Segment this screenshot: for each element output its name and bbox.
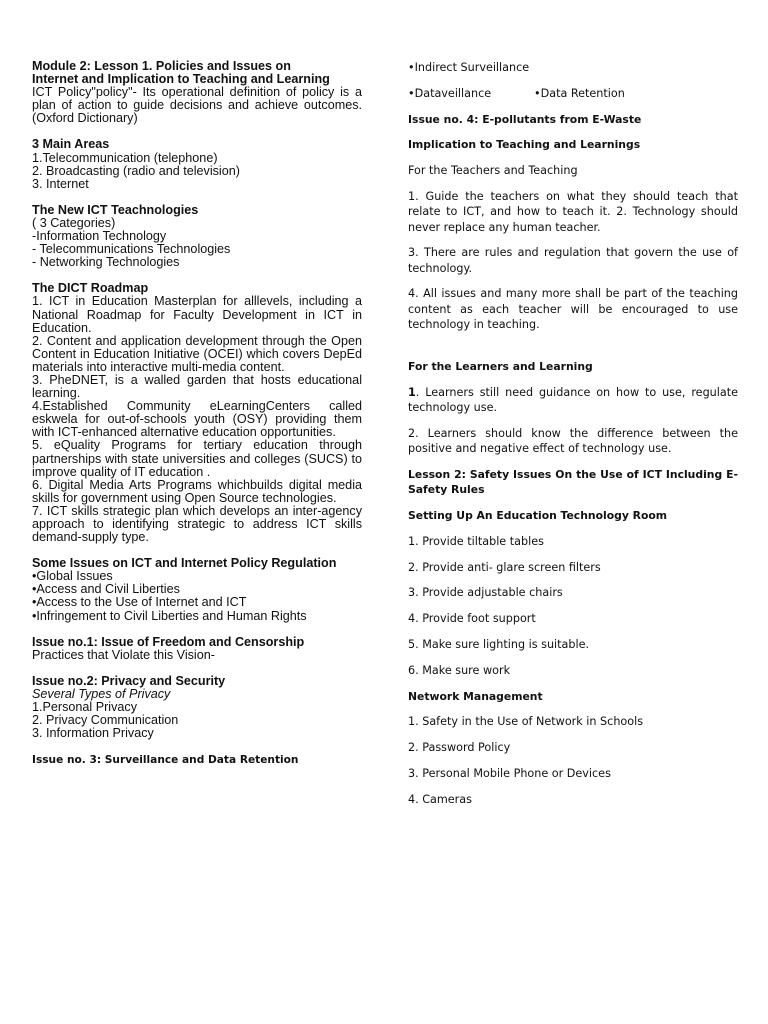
setup-heading: Setting Up An Education Technology Room [408,508,668,522]
dict-roadmap-item: 3. PheDNET, is a walled garden that hosts educational learning. [32,372,362,401]
main-areas-heading: 3 Main Areas [32,137,110,152]
learners-item: 1. Learners still need guidance on how to use, regulate technology use. [408,385,738,414]
lesson-2-heading: Lesson 2: Safety Issues On the Use of ICT Including E-Safety Rules [408,467,738,497]
new-ict-item: - Networking Technologies [32,255,180,270]
setup-item: 2. Provide anti- glare screen filters [408,560,601,574]
issue-1-heading: Issue no.1: Issue of Freedom and Censorship [32,634,305,649]
dict-roadmap-item: 1. ICT in Education Masterplan for alllevels, including a National Roadmap for Faculty Development in ICT in Education. [32,294,362,335]
dict-roadmap-item: 7. ICT skills strategic plan which develops an inter-agency approach to identifying strategic to address ICT skills demand-supply type. [32,503,362,545]
teachers-item: 3. There are rules and regulation that govern the use of technology. [408,246,738,275]
teachers-heading: For the Teachers and Teaching [408,164,578,178]
issues-item: •Access to the Use of Internet and ICT [32,595,247,610]
new-ict-item: -Information Technology [32,229,167,244]
issue-2-subheading: Several Types of Privacy [32,686,171,701]
surveillance-types-row [408,86,738,101]
privacy-item: 1.Personal Privacy [32,700,137,715]
issue-4-heading: Issue no. 4: E-pollutants from E-Waste [408,112,642,126]
main-area-item: 3. Internet [32,176,89,191]
issues-item: •Global Issues [32,569,113,584]
setup-item: 5. Make sure lighting is suitable. [408,637,590,651]
new-ict-item: ( 3 Categories) [32,215,116,230]
setup-item: 1. Provide tiltable tables [408,534,544,548]
issues-heading: Some Issues on ICT and Internet Policy Regulation [32,556,337,571]
network-item: 4. Cameras [408,792,472,806]
network-item: 3. Personal Mobile Phone or Devices [408,766,611,780]
issue-2-heading: Issue no.2: Privacy and Security [32,673,226,688]
learners-item: 2. Learners should know the difference between the positive and negative effect of technology use. [408,426,738,456]
issues-item: •Access and Civil Liberties [32,582,180,597]
data-retention: •Data Retention [534,86,625,100]
left-column [32,60,362,767]
right-column [408,60,738,818]
teachers-item: 1. Guide the teachers on what they should teach that relate to ICT, and how to teach it. 2. Technology should never replace any human teacher. [408,189,738,234]
new-ict-heading: The New ICT Teachnologies [32,202,199,217]
learners-heading: For the Learners and Learning [408,359,593,373]
dict-roadmap-item: 2. Content and application development through the Open Content in Education Initiative (OCEI) which covers DepEd materials into interactive multi-media content. [32,333,362,374]
network-item: 2. Password Policy [408,741,511,755]
dict-roadmap-item: 5. eQuality Programs for tertiary education through partnerships with state universities and colleges (SUCS) to improve quality of IT education . [32,438,362,479]
module-title-line-2: Internet and Implication to Teaching and Learning [32,72,330,87]
teachers-item: 4. All issues and many more shall be part of the teaching content as each teacher will be encouraged to use technology in teaching. [408,287,738,332]
issue-1-text: Practices that Violate this Vision- [32,647,215,662]
setup-item: 6. Make sure work [408,663,511,677]
network-heading: Network Management [408,689,543,703]
setup-item: 3. Provide adjustable chairs [408,586,563,600]
new-ict-item: - Telecommunications Technologies [32,242,231,257]
implication-heading: Implication to Teaching and Learnings [408,138,641,152]
dict-roadmap-heading: The DICT Roadmap [32,281,149,296]
module-title-line-1: Module 2: Lesson 1. Policies and Issues on [32,59,291,73]
indirect-surveillance: •Indirect Surveillance [408,61,530,74]
privacy-item: 2. Privacy Communication [32,713,179,728]
issue-3-heading: Issue no. 3: Surveillance and Data Retention [32,754,299,767]
dataveillance: •Dataveillance [408,86,492,100]
network-item: 1. Safety in the Use of Network in Schools [408,715,644,729]
setup-item: 4. Provide foot support [408,612,536,626]
privacy-item: 3. Information Privacy [32,726,154,741]
dict-roadmap-item: 4.Established Community eLearningCenters called eskwela for out-of-schools youth (OSY) providing them with ICT-enhanced alternative education opportunities. [32,399,362,440]
dict-roadmap-item: 6. Digital Media Arts Programs whichbuilds digital media skills for government using Open Source technologies. [32,477,362,505]
main-area-item: 1.Telecommunication (telephone) [32,150,218,165]
issues-item: •Infringement to Civil Liberties and Human Rights [32,608,307,623]
main-area-item: 2. Broadcasting (radio and television) [32,163,240,178]
ict-policy-definition: ICT Policy"policy"- Its operational definition of policy is a plan of action to guide decisions and achieve outcomes. (Oxford Dictionary) [32,85,362,126]
